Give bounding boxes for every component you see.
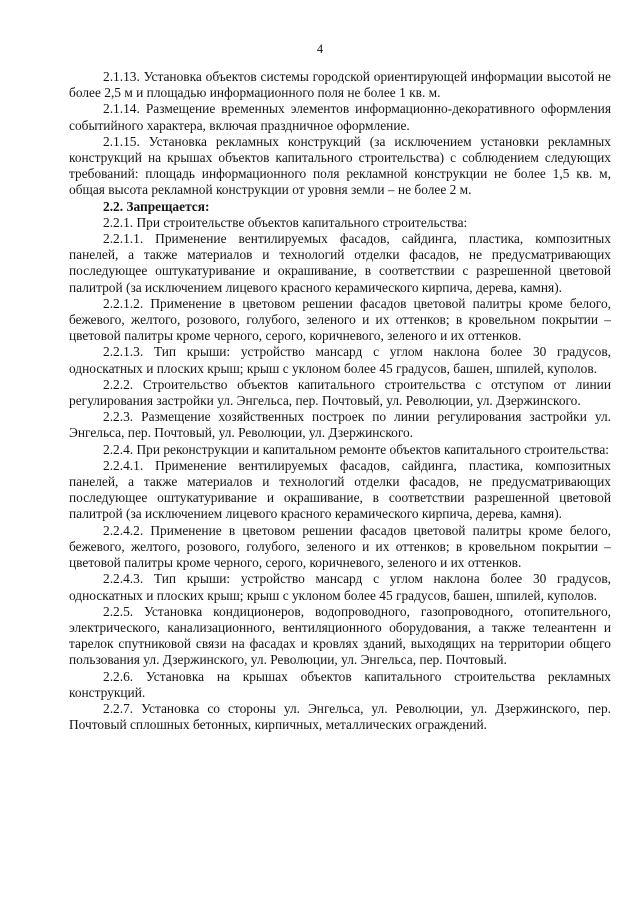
paragraph-2-2-1-3: 2.2.1.3. Тип крыши: устройство мансард с углом наклона более 30 градусов, односкатных и плоских крыш; крыш с уклоном более 45 градусов, башен, шпилей, куполов. — [69, 344, 611, 376]
document-body — [69, 69, 611, 733]
paragraph-2-2-4: 2.2.4. При реконструкции и капитальном ремонте объектов капитального строительства: — [103, 441, 609, 457]
paragraph-2-2-7: 2.2.7. Установка со стороны ул. Энгельса, ул. Революции, ул. Дзержинского, пер. Почтовый сплошных бетонных, кирпичных, металлических ограждений. — [69, 700, 611, 733]
paragraph-2-2-4-1: 2.2.4.1. Применение вентилируемых фасадов, сайдинга, пластика, композитных панелей, а также материалов и технологий отделки фасадов, не предусматривающих последующее оштукатуривание и окрашивание, в соответствии разрешенной цветовой палитрой (за исключением лицевого красного керамического кирпича, дерева, камня). — [69, 457, 611, 522]
paragraph-2-1-13: 2.1.13. Установка объектов системы городской ориентирующей информации высотой не более 2,5 м и площадью информационного поля не более 1 кв. м. — [69, 69, 611, 101]
paragraph-2-2-6: 2.2.6. Установка на крышах объектов капитального строительства рекламных конструкций. — [69, 668, 611, 700]
paragraph-2-2-5: 2.2.5. Установка кондиционеров, водопроводного, газопроводного, отопительного, электрического, канализационного, вентиляционного оборудования, а также телеантенн и тарелок спутниковой связи на фасадах и кровлях зданий, выходящих на территории общего пользования ул. Дзержинского, ул. Революции, ул. Энгельса, пер. Почтовый. — [69, 603, 611, 668]
paragraph-2-2-1: 2.2.1. При строительстве объектов капитального строительства: — [103, 214, 468, 230]
paragraph-2-2-4-3: 2.2.4.3. Тип крыши: устройство мансард с углом наклона более 30 градусов, односкатных и плоских крыш; крыш с уклоном более 45 градусов, башен, шпилей, куполов. — [69, 571, 611, 603]
paragraph-2-2-1-2: 2.2.1.2. Применение в цветовом решении фасадов цветовой палитры кроме белого, бежевого, желтого, розового, голубого, зеленого и их оттенков; в кровельном покрытии – цветовой палитры кроме черного, серого, коричневого, зеленого и их оттенков. — [69, 295, 611, 344]
paragraph-2-2-1-1: 2.2.1.1. Применение вентилируемых фасадов, сайдинга, пластика, композитных панелей, а также материалов и технологий отделки фасадов, не предусматривающих последующее оштукатуривание и окрашивание, в соответствии с разрешенной цветовой палитрой (за исключением лицевого красного керамического кирпича, дерева, камня). — [69, 231, 611, 295]
paragraph-2-1-14: 2.1.14. Размещение временных элементов информационно-декоративного оформления событийного характера, включая праздничное оформление. — [69, 101, 611, 133]
paragraph-2-2-4-2: 2.2.4.2. Применение в цветовом решении фасадов цветовой палитры кроме белого, бежевого, желтого, розового, голубого, зеленого и их оттенков; в кровельном покрытии – цветовой палитры кроме черного, серого, коричневого, зеленого и их оттенков. — [69, 522, 611, 571]
paragraph-2-2-3: 2.2.3. Размещение хозяйственных построек по линии регулирования застройки ул. Энгельса, пер. Почтовый, ул. Революции, ул. Дзержинского. — [69, 409, 611, 441]
page-number: 4 — [316, 42, 324, 56]
paragraph-2-2-2: 2.2.2. Строительство объектов капитального строительства с отступом от линии регулирования застройки ул. Энгельса, пер. Почтовый, ул. Революции, ул. Дзержинского. — [69, 376, 611, 409]
section-heading-2-2: 2.2. Запрещается: — [103, 198, 210, 214]
paragraph-2-1-15: 2.1.15. Установка рекламных конструкций (за исключением установки рекламных конструкций на крышах объектов капитального строительства) с соблюдением следующих требований: площадь информационного поля рекламной конструкции не более 1,5 кв. м, общая высота рекламной конструкции от уровня земли – не более 2 м. — [69, 133, 611, 198]
